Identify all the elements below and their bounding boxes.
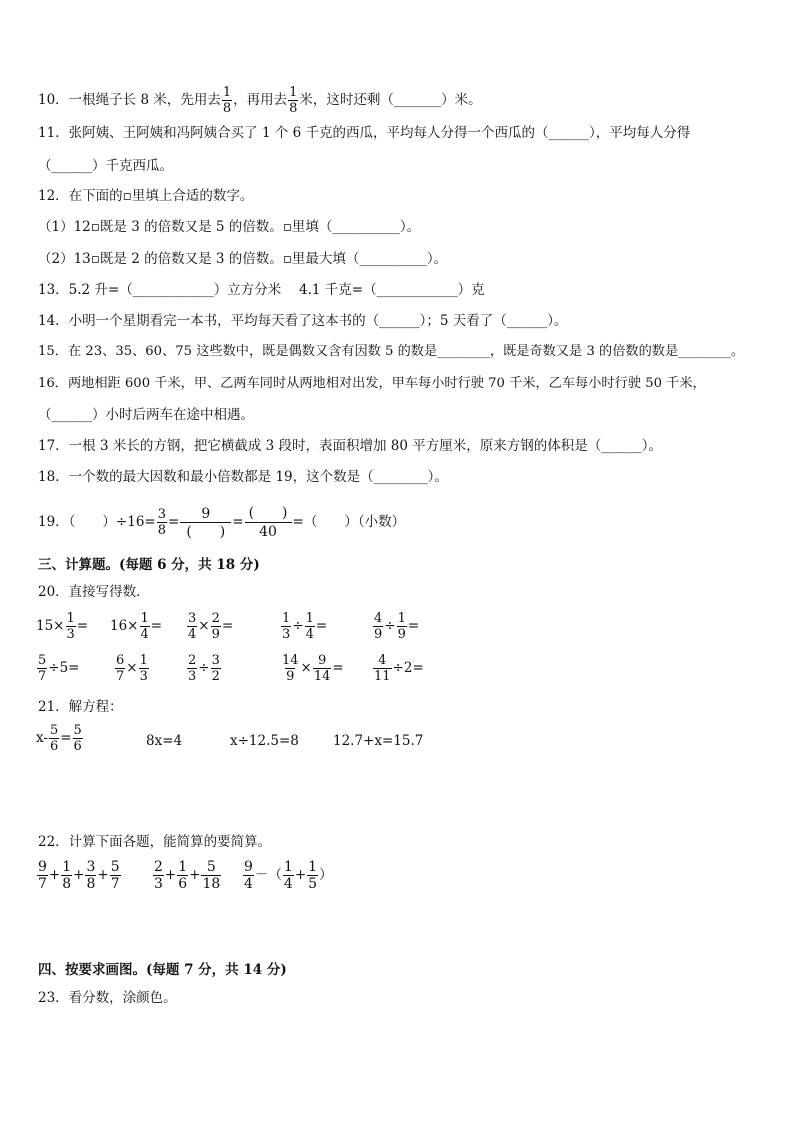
operator: ） [319, 867, 333, 883]
question-21-title: 21．解方程： [38, 699, 123, 715]
fraction [281, 612, 291, 641]
denominator: 8 [62, 876, 72, 892]
fraction [153, 860, 164, 891]
numerator: 9 [38, 859, 47, 875]
numerator: 5 [38, 653, 47, 668]
fraction [305, 612, 315, 641]
denominator: 4 [140, 627, 149, 642]
question-22-title: 22．计算下面各题，能简算的要简算。 [38, 834, 272, 850]
expr-text: = [332, 660, 344, 676]
operator: × [198, 618, 210, 634]
numerator: 9 [201, 505, 211, 522]
q22-expression-3 [242, 860, 333, 891]
expr-text: = [221, 618, 234, 634]
denominator: 3 [139, 669, 148, 684]
numerator: 1 [140, 611, 149, 626]
fraction [397, 612, 407, 641]
fraction [222, 86, 232, 115]
denominator: 9 [374, 627, 383, 642]
fraction [373, 654, 392, 683]
numerator: 1 [289, 85, 298, 100]
question-12-title: 12．在下面的▫里填上合适的数字。 [38, 188, 254, 204]
q20-item [36, 654, 80, 683]
numerator: 1 [66, 611, 75, 626]
q19-text-c: =（ ）（小数） [292, 514, 406, 530]
numerator: 4 [378, 653, 387, 668]
q20-item [280, 654, 344, 683]
question-12-part2: （2）13▫既是 2 的倍数又是 3 的倍数。▫里最大填（__________）。 [38, 251, 448, 267]
fraction [281, 654, 300, 683]
section-4-title: 四、按要求画图。(每题 7 分，共 14 分) [38, 962, 287, 978]
denominator: 3 [188, 669, 197, 684]
q21-equation-4: 12.7+x=15.7 [333, 733, 424, 749]
denominator: 9 [211, 627, 220, 642]
numerator: 5 [49, 723, 59, 738]
q21-equation-3: x÷12.5=8 [230, 733, 299, 749]
fraction [157, 508, 167, 537]
q20-item [372, 612, 419, 641]
question-23: 23．看分数，涂颜色。 [38, 990, 177, 1006]
fraction [201, 860, 221, 891]
denominator: 4 [188, 627, 197, 642]
equals-sign: = [232, 514, 244, 530]
fraction [37, 860, 48, 891]
numerator: 1 [139, 653, 148, 668]
q20-item [372, 654, 424, 683]
numerator: 14 [282, 653, 299, 668]
denominator: 3 [66, 627, 75, 642]
denominator: 8 [86, 876, 96, 892]
question-20-title: 20．直接写得数． [38, 584, 150, 600]
equals-sign: = [60, 730, 72, 746]
q21-equation-2: 8x=4 [146, 733, 183, 749]
denominator: 18 [202, 876, 221, 892]
expr-text: = [76, 618, 89, 634]
q10-text-a: 10．一根绳子长 8 米，先用去 [38, 92, 221, 108]
numerator: 1 [178, 859, 188, 875]
expr-text: = [315, 618, 328, 634]
fraction [85, 860, 96, 891]
q10-text-b: ，再用去 [233, 92, 288, 108]
expr-text: 15× [36, 618, 65, 634]
denominator: 9 [397, 627, 406, 642]
denominator: 8 [222, 101, 232, 116]
numerator: 5 [73, 723, 82, 738]
fraction [139, 654, 149, 683]
q10-text-c: 米，这时还剩（_______）米。 [299, 92, 482, 108]
operator: × [126, 660, 138, 676]
expr-text: ÷2= [392, 660, 424, 676]
numerator: 9 [244, 859, 253, 875]
numerator: 3 [211, 653, 220, 668]
denominator: 5 [308, 876, 318, 892]
q20-item [114, 654, 150, 683]
numerator: 2 [211, 611, 220, 626]
question-16-line2: （______）小时后两车在途中相遇。 [38, 407, 254, 423]
numerator: 3 [86, 859, 96, 875]
denominator: 6 [73, 739, 82, 754]
question-12-part1: （1）12▫既是 3 的倍数又是 5 的倍数。▫里填（__________）。 [38, 219, 421, 235]
numerator: 1 [282, 611, 291, 626]
expr-text: = [407, 618, 420, 634]
expr-text: 16× [110, 618, 139, 634]
numerator: 5 [110, 859, 120, 875]
question-16-line1: 16．两地相距 600 千米，甲、乙两车同时从两地相对出发，甲车每小时行驶 70 千米，乙车每小时行驶 50 千米， [38, 376, 706, 391]
denominator: 3 [154, 876, 163, 892]
numerator: 3 [188, 611, 197, 626]
fraction [180, 507, 231, 539]
fraction [37, 654, 47, 683]
fraction [373, 612, 383, 641]
q20-item [280, 612, 327, 641]
denominator: 40 [259, 524, 277, 540]
fraction [245, 506, 292, 539]
numerator: 2 [154, 859, 163, 875]
question-11-line2: （______）千克西瓜。 [38, 158, 173, 174]
denominator: 7 [110, 876, 120, 892]
fraction [283, 860, 294, 891]
fraction [177, 860, 188, 891]
q21-equation-1 [36, 724, 84, 753]
question-13: 13．5.2 升=（____________）立方分米 4.1 千克=（____________）克 [38, 282, 485, 298]
fraction [313, 654, 332, 683]
numerator: 1 [305, 611, 314, 626]
denominator: 11 [374, 669, 391, 684]
denominator: 4 [283, 876, 293, 892]
operator: ÷ [198, 660, 210, 676]
denominator: 6 [49, 739, 59, 754]
operator: ÷ [292, 618, 304, 634]
denominator: 7 [38, 876, 47, 892]
section-3-title: 三、计算题。(每题 6 分，共 18 分) [38, 557, 260, 573]
denominator: 8 [157, 523, 167, 538]
denominator: 4 [244, 876, 253, 892]
operator: ÷ [384, 618, 396, 634]
question-18: 18．一个数的最大因数和最小倍数都是 19，这个数是（________）。 [38, 469, 448, 485]
question-15: 15．在 23、35、60、75 这些数中，既是偶数又含有因数 5 的数是________，既是奇数又是 3 的倍数的数是________。 [38, 344, 745, 359]
fraction [140, 612, 150, 641]
numerator: 1 [222, 85, 232, 100]
denominator: ( ) [180, 522, 231, 539]
denominator: 7 [116, 669, 125, 684]
q20-item [110, 612, 162, 641]
fraction [211, 654, 221, 683]
numerator: 1 [62, 859, 72, 875]
question-10 [38, 86, 482, 115]
question-19 [38, 500, 405, 544]
operator: × [300, 660, 312, 676]
fraction [187, 612, 197, 641]
question-17: 17．一根 3 米长的方钢，把它横截成 3 段时，表面积增加 80 平方厘米，原来方钢的体积是（______）。 [38, 438, 663, 454]
numerator: 4 [374, 611, 383, 626]
q20-item [186, 654, 222, 683]
numerator: 1 [283, 859, 293, 875]
fraction [66, 612, 76, 641]
denominator: 14 [313, 669, 331, 684]
operator: －（ [254, 867, 282, 883]
numerator: 9 [317, 653, 327, 668]
fraction [73, 724, 83, 753]
fraction [110, 860, 121, 891]
fraction [49, 724, 59, 753]
numerator: 1 [397, 611, 406, 626]
question-14: 14．小明一个星期看完一本书，平均每天看了这本书的（______）；5 天看了（______）。 [38, 313, 568, 329]
numerator: 1 [308, 859, 318, 875]
numerator: ( ) [245, 506, 292, 523]
fraction [211, 612, 221, 641]
numerator: 3 [157, 507, 167, 522]
fraction [115, 654, 125, 683]
denominator: 7 [38, 669, 47, 684]
equals-sign: = [168, 514, 180, 530]
expr-text: ÷5= [48, 660, 80, 676]
fraction [288, 86, 298, 115]
q22-expression-2: $\frac{2}{3}$ + $\frac{1}{6}$ + $\frac{5}{18}$ [154, 859, 221, 892]
numerator: 5 [206, 859, 216, 875]
fraction [307, 860, 318, 891]
denominator: 2 [211, 669, 220, 684]
expr-text: x- [36, 730, 48, 746]
denominator: 6 [178, 876, 188, 892]
denominator: 8 [289, 101, 298, 116]
fraction [187, 654, 197, 683]
question-11-line1: 11．张阿姨、王阿姨和冯阿姨合买了 1 个 6 千克的西瓜，平均每人分得一个西瓜的（______），平均每人分得 [38, 125, 691, 141]
q20-item [186, 612, 233, 641]
q20-item [36, 612, 88, 641]
fraction [243, 860, 254, 891]
numerator: 6 [116, 653, 125, 668]
q22-expression-1: $\frac{9}{7}$ + $\frac{1}{8}$ + $\frac{3}{8}$ + $\frac{5}{7}$ [38, 859, 120, 892]
operator: + [294, 867, 307, 883]
numerator: 2 [188, 653, 197, 668]
q19-text-a: 19．（ ）÷16= [38, 514, 156, 530]
denominator: 3 [282, 627, 291, 642]
fraction [61, 860, 72, 891]
denominator: 9 [286, 669, 295, 684]
denominator: 4 [305, 627, 314, 642]
expr-text: = [150, 618, 163, 634]
